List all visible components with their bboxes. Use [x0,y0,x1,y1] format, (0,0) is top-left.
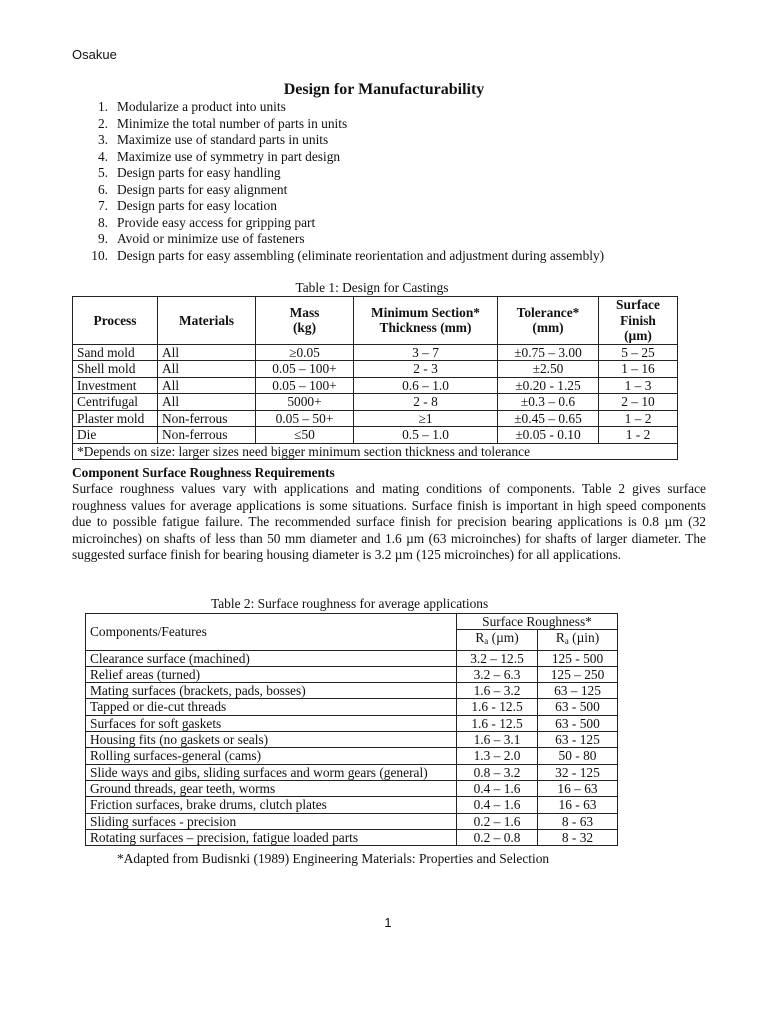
table-row [73,361,678,378]
cell-feature: Clearance surface (machined) [86,650,457,666]
list-item-number: 6. [97,181,108,197]
list-item [0,165,604,182]
cell-uin: 63 – 125 [538,683,618,699]
cell-tolerance: ±0.05 - 0.10 [498,427,599,444]
list-item-number: 5. [97,165,108,180]
list-item-number: 1. [97,99,108,114]
list-item [0,149,604,166]
col-roughness: Surface Roughness* [457,614,618,630]
cell-finish: 5 – 25 [599,344,678,361]
table-row [73,394,678,411]
cell-section: 2 - 3 [354,361,498,378]
cell-um: 3.2 – 12.5 [457,650,538,666]
page-header-author: Osakue [72,47,117,62]
list-item-text: Maximize use of standard parts in units [117,132,329,147]
list-item-text: Minimize the total number of parts in units [117,115,348,131]
table-row [86,813,618,829]
cell-section: 3 – 7 [354,344,498,361]
cell-um: 0.4 – 1.6 [457,780,538,796]
cell-uin: 32 - 125 [538,764,618,780]
table-row [86,780,618,796]
cell-tolerance: ±0.3 – 0.6 [498,394,599,411]
list-item-text: Design parts for easy assembling (eliminate reorientation and adjustment during assembly) [117,247,605,263]
cell-um: 1.6 – 3.1 [457,732,538,748]
roughness-table [85,613,618,846]
list-item [0,198,604,215]
list-item-text: Design parts for easy location [117,198,277,213]
section-heading: Component Surface Roughness Requirements [72,465,335,480]
col-ra-uin: $R_a$ (µin) [538,630,618,650]
table-row [86,699,618,715]
table-row [86,829,618,845]
cell-section: 2 - 8 [354,394,498,411]
cell-feature: Sliding surfaces - precision [86,813,457,829]
col-mass: Mass (kg) [256,297,354,345]
cell-finish: 1 – 16 [599,361,678,378]
list-item [0,231,604,248]
cell-um: 1.6 – 3.2 [457,683,538,699]
cell-materials: All [158,361,256,378]
list-item [0,132,604,149]
table1-footnote: *Depends on size: larger sizes need bigger minimum section thickness and tolerance [73,443,678,460]
table2-footnote: *Adapted from Budisnki (1989) Engineering Materials: Properties and Selection [117,851,550,866]
col-ra-um: $R_a$ (µm) [457,630,538,650]
cell-uin: 16 - 63 [538,797,618,813]
list-item-number: 9. [97,231,108,246]
col-finish: Surface Finish (µm) [599,297,678,345]
list-item-text: Provide easy access for gripping part [117,214,316,230]
list-item-number: 8. [97,214,108,230]
cell-mass: 0.05 – 100+ [256,361,354,378]
cell-uin: 63 - 500 [538,699,618,715]
list-item-number: 10. [91,247,108,263]
cell-materials: Non-ferrous [158,427,256,444]
cell-finish: 1 - 2 [599,427,678,444]
page-title: Design for Manufacturability [283,81,485,98]
table-row [86,797,618,813]
list-item-number: 3. [97,132,108,147]
cell-section: ≥1 [354,410,498,427]
cell-tolerance: ±0.75 – 3.00 [498,344,599,361]
cell-materials: All [158,394,256,411]
cell-uin: 16 – 63 [538,780,618,796]
table-row [86,650,618,666]
cell-um: 1.6 - 12.5 [457,699,538,715]
table-header-row [73,297,678,345]
cell-um: 1.3 – 2.0 [457,748,538,764]
list-item [0,248,604,265]
cell-uin: 63 - 500 [538,715,618,731]
cell-uin: 63 - 125 [538,732,618,748]
dfm-principles-list [0,99,604,264]
cell-feature: Tapped or die-cut threads [86,699,457,715]
cell-feature: Relief areas (turned) [86,666,457,682]
list-item-text: Modularize a product into units [117,99,286,114]
cell-um: 0.2 – 0.8 [457,829,538,845]
cell-mass: ≤50 [256,427,354,444]
section-paragraph: Surface roughness values vary with applications and mating conditions of components. Table 2 gives surface roughness values for average applications is some situations. Surface finish is important in high speed components due to possible fatigue failure. The recommended surface finish for precision bearing applications is 0.8 µm (32 microinches) on shafts of less than 50 mm diameter and 1.6 µm (63 microinches) for shafts of larger diameter. The suggested surface finish for bearing housing diameter is 3.2 µm (125 microinches) for all applications. [72,481,706,563]
cell-mass: 0.05 – 50+ [256,410,354,427]
list-item-text: Avoid or minimize use of fasteners [117,231,305,246]
list-item-number: 7. [97,198,108,213]
cell-finish: 1 – 3 [599,377,678,394]
cell-process: Plaster mold [73,410,158,427]
cell-uin: 125 – 250 [538,666,618,682]
cell-process: Centrifugal [73,394,158,411]
col-process: Process [73,297,158,345]
cell-feature: Ground threads, gear teeth, worms [86,780,457,796]
col-materials: Materials [158,297,256,345]
cell-mass: 5000+ [256,394,354,411]
list-item [0,99,604,116]
cell-materials: Non-ferrous [158,410,256,427]
cell-um: 1.6 - 12.5 [457,715,538,731]
cell-feature: Rotating surfaces – precision, fatigue loaded parts [86,829,457,845]
list-item [0,215,604,232]
cell-tolerance: ±0.20 - 1.25 [498,377,599,394]
table-row [73,377,678,394]
list-item-text: Maximize use of symmetry in part design [117,148,341,164]
cell-process: Sand mold [73,344,158,361]
table-row [86,715,618,731]
cell-materials: All [158,344,256,361]
table-row [86,748,618,764]
list-item-text: Design parts for easy handling [117,165,281,180]
cell-feature: Slide ways and gibs, sliding surfaces and worm gears (general) [86,764,457,780]
list-item [0,116,604,133]
cell-uin: 50 - 80 [538,748,618,764]
list-item-number: 2. [97,115,108,131]
cell-process: Investment [73,377,158,394]
cell-um: 0.2 – 1.6 [457,813,538,829]
list-item-number: 4. [97,148,108,164]
cell-feature: Mating surfaces (brackets, pads, bosses) [86,683,457,699]
cell-uin: 125 - 500 [538,650,618,666]
table-header-row [86,614,618,630]
cell-um: 0.8 – 3.2 [457,764,538,780]
table-row [86,732,618,748]
table2-caption: Table 2: Surface roughness for average applications [211,596,489,611]
cell-mass: ≥0.05 [256,344,354,361]
cell-materials: All [158,377,256,394]
cell-feature: Housing fits (no gaskets or seals) [86,732,457,748]
cell-finish: 2 – 10 [599,394,678,411]
list-item-text: Design parts for easy alignment [117,181,288,197]
list-item [0,182,604,199]
table-row [73,410,678,427]
col-feature: Components/Features [86,614,457,651]
cell-feature: Rolling surfaces-general (cams) [86,748,457,764]
table-row [86,666,618,682]
cell-um: 3.2 – 6.3 [457,666,538,682]
table1-caption: Table 1: Design for Castings [295,280,449,295]
table-row [86,764,618,780]
table-row [86,683,618,699]
cell-mass: 0.05 – 100+ [256,377,354,394]
table-row [73,344,678,361]
table1-footnote-row [73,443,678,460]
cell-process: Die [73,427,158,444]
cell-uin: 8 - 32 [538,829,618,845]
cell-um: 0.4 – 1.6 [457,797,538,813]
col-tolerance: Tolerance* (mm) [498,297,599,345]
cell-feature: Friction surfaces, brake drums, clutch plates [86,797,457,813]
cell-section: 0.5 – 1.0 [354,427,498,444]
cell-tolerance: ±0.45 – 0.65 [498,410,599,427]
castings-table [72,296,678,460]
cell-process: Shell mold [73,361,158,378]
cell-tolerance: ±2.50 [498,361,599,378]
col-section: Minimum Section* Thickness (mm) [354,297,498,345]
cell-finish: 1 – 2 [599,410,678,427]
cell-uin: 8 - 63 [538,813,618,829]
cell-section: 0.6 – 1.0 [354,377,498,394]
cell-feature: Surfaces for soft gaskets [86,715,457,731]
table-row [73,427,678,444]
page-number: 1 [384,915,392,930]
